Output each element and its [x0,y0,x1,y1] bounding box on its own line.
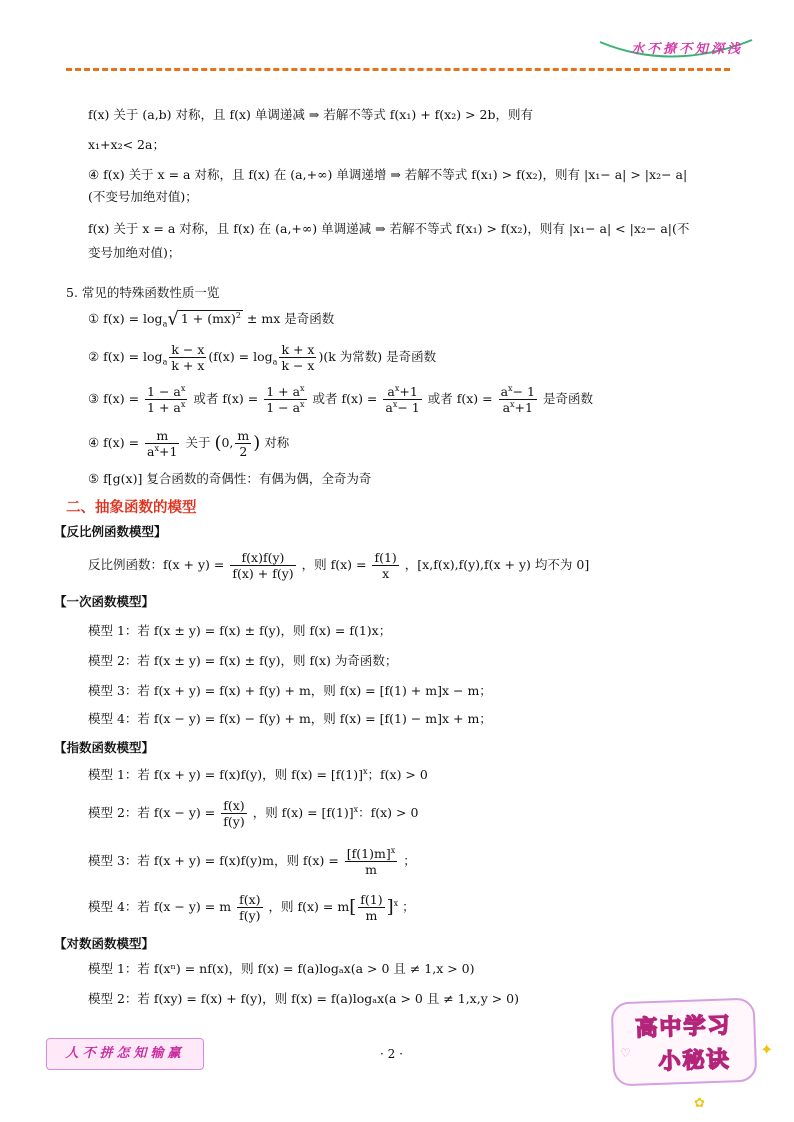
exponential-heading: 【指数函数模型】 [54,740,155,755]
property-4: ④ f(x) = $\frac{m}{a^x+1}$ 关于 (0, $\frac{m}{2}$ ) 对称 [88,428,290,459]
linear-model-4: 模型 4：若 f(x − y) = f(x) − f(y) + m，则 f(x) = [f(1) − m]x + m； [88,711,492,726]
stamp-line-1: 高中学习 [635,1013,732,1042]
exponential-model-1: 模型 1：若 f(x + y) = f(x)f(y)，则 $f(x) = [f(1)]^x$；f(x) > 0 [88,766,428,782]
section-title: 二、抽象函数的模型 [66,500,197,516]
exponential-model-4: 模型 4：若 f(x − y) = m $\frac{f(x)}{f(y)}$ ，则 f(x) = m[ $\frac{f(1)}{m}$ ]$^x$ ； [88,892,415,923]
property-5: ⑤ f[g(x)] 复合函数的奇偶性：有偶为偶，全奇为奇 [88,471,372,486]
header-divider [66,68,730,71]
study-tips-stamp [611,998,758,1087]
inverse-heading: 【反比例函数模型】 [54,524,167,539]
text-line: (不变号加绝对值)； [88,189,198,204]
log-model-2: 模型 2：若 f(xy) = f(x) + f(y)，则 f(x) = f(a)logₐx(a > 0 且 ≠ 1,x,y > 0) [88,991,520,1006]
text-line: f(x) 关于 x = a 对称，且 f(x) 在 (a,+∞) 单调递减 ⇒ 若解不等式 f(x₁) > f(x₂)，则有 |x₁− a| < |x₂− a|(不 [88,221,690,236]
header-motto: 水不撩不知深浅 [630,42,743,57]
exponential-model-2: 模型 2：若 f(x − y) = $\frac{f(x)}{f(y)}$ ，则 $f(x) = [f(1)]^x$：f(x) > 0 [88,798,419,829]
sparkle-icon: ✦ [760,1040,774,1059]
logarithmic-heading: 【对数函数模型】 [54,936,155,951]
linear-model-3: 模型 3：若 f(x + y) = f(x) + f(y) + m，则 f(x) = [f(1) + m]x − m； [88,683,492,698]
heart-icon: ♡ [620,1046,631,1060]
linear-heading: 【一次函数模型】 [54,594,155,609]
list-heading: 5. 常见的特殊函数性质一览 [66,285,220,300]
exponential-model-3: 模型 3：若 f(x + y) = f(x)f(y)m，则 f(x) = $\frac{[f(1)m]^x}{m}$ ； [88,845,416,877]
property-2: ② $f(x) = \log_a$ $\frac{k - x}{k + x}$ ($f(x) = \log_a$ $\frac{k + x}{k - x}$ )(k 为常数) 是奇函数 [88,342,437,373]
log-model-1: 模型 1：若 f(xⁿ) = nf(x)，则 f(x) = f(a)logₐx(a > 0 且 ≠ 1,x > 0) [88,961,475,976]
text-line: ④ f(x) 关于 x = a 对称，且 f(x) 在 (a,+∞) 单调递增 ⇒ 若解不等式 f(x₁) > f(x₂)，则有 |x₁− a| > |x₂− a| [88,167,688,182]
text-line: 变号加绝对值)； [88,245,181,260]
property-3: ③ f(x) = $\frac{1 - a^x}{1 + a^x}$ 或者 f(x) = $\frac{1 + a^x}{1 - a^x}$ 或者 f(x) = $\frac{a^x+1}{a^x- 1}$ 或者 f(x) = $\frac{a^x- 1}{a^x+1}$ 是奇函数 [88,383,593,415]
flower-icon: ✿ [694,1096,705,1111]
text-line: f(x) 关于 (a,b) 对称，且 f(x) 单调递减 ⇒ 若解不等式 f(x₁) + f(x₂) > 2b，则有 [88,107,533,122]
linear-model-1: 模型 1：若 f(x ± y) = f(x) ± f(y)，则 f(x) = f(1)x； [88,623,392,638]
linear-model-2: 模型 2：若 f(x ± y) = f(x) ± f(y)，则 f(x) 为奇函数； [88,653,398,668]
footer-slogan: 人不拼怎知输赢 [46,1038,204,1070]
stamp-line-2: 小秘诀 [658,1047,732,1075]
text-line: x₁+x₂< 2a； [88,137,165,152]
property-1: ① $f(x) = \log_a√$ 1 + (mx)$^2$ ± mx 是奇函数 [88,308,335,330]
inverse-model: 反比例函数：f(x + y) = $\frac{f(x)f(y)}{f(x) + f(y)}$ ，则 f(x) = $\frac{f(1)}{x}$ ，[x,f(x),f(y),f(x + y) 均不为 0] [88,550,590,581]
page-number: · 2 · [380,1047,403,1061]
